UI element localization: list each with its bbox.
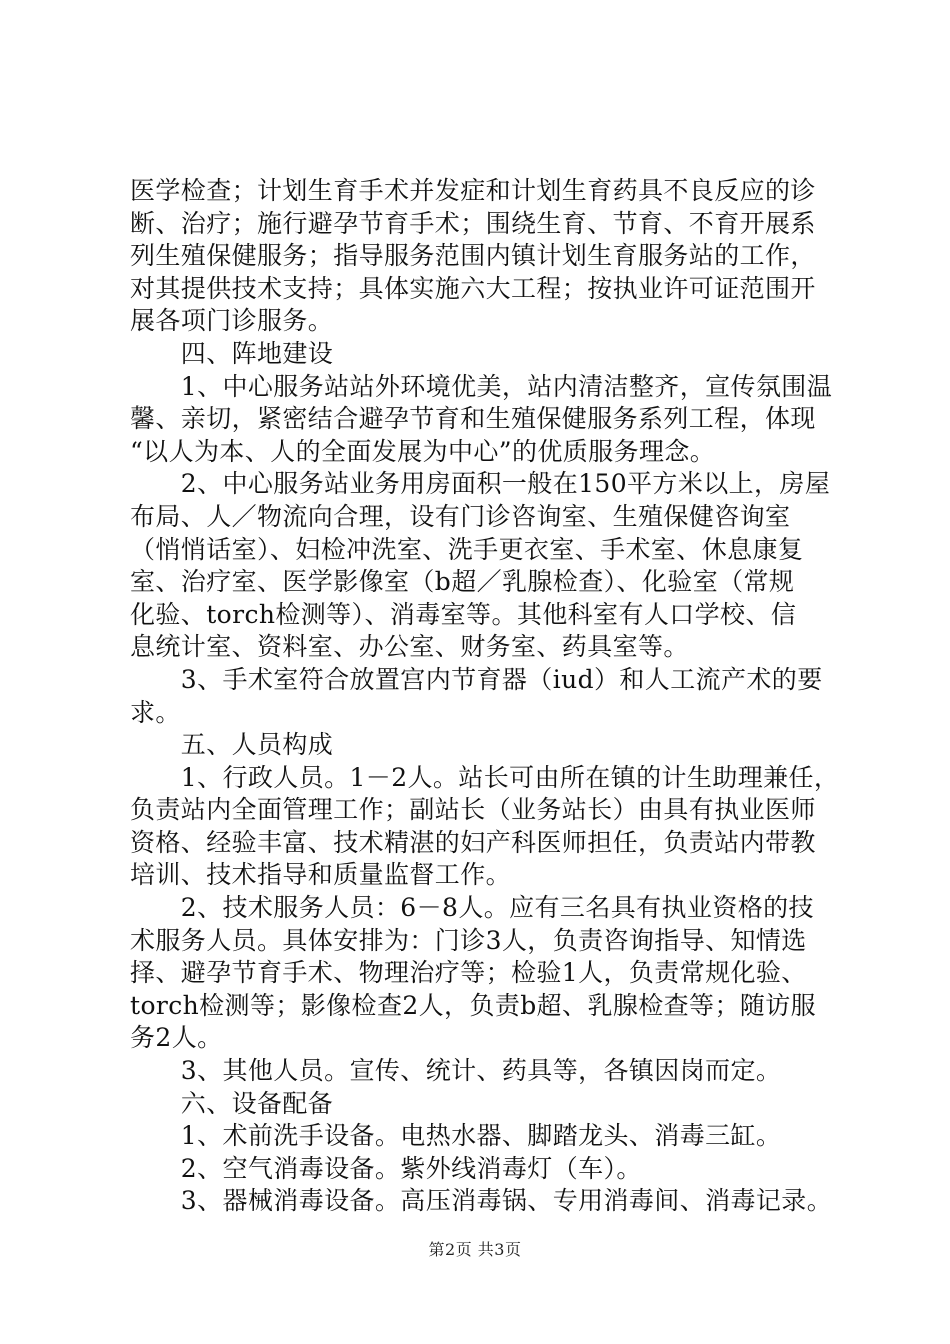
text-line: 术服务人员。具体安排为：门诊3人，负责咨询指导、知情选 xyxy=(130,925,807,955)
text-line: 1、术前洗手设备。电热水器、脚踏龙头、消毒三缸。 xyxy=(130,1121,782,1151)
text-line: 医学检查；计划生育手术并发症和计划生育药具不良反应的诊 xyxy=(130,176,816,205)
text-line: 五、人员构成 xyxy=(130,730,334,760)
text-line: 择、避孕节育手术、物理治疗等；检验1人，负责常规化验、 xyxy=(130,958,807,988)
text-line: 展各项门诊服务。 xyxy=(130,306,334,336)
text-line: 负责站内全面管理工作；副站长（业务站长）由具有执业医师 xyxy=(130,795,816,825)
text-line: 1、中心服务站站外环境优美，站内清洁整齐，宣传氛围温 xyxy=(130,371,833,401)
text-line: torch检测等；影像检查2人，负责b超、乳腺检查等；随访服 xyxy=(130,990,817,1020)
text-line: 培训、技术指导和质量监督工作。 xyxy=(130,860,512,890)
text-line: 3、手术室符合放置宫内节育器（iud）和人工流产术的要 xyxy=(130,664,823,694)
text-line: 对其提供技术支持；具体实施六大工程；按执业许可证范围开 xyxy=(130,273,816,303)
text-line: 化验、torch检测等）、消毒室等。其他科室有人口学校、信 xyxy=(130,599,797,629)
text-line: 息统计室、资料室、办公室、财务室、药具室等。 xyxy=(130,632,689,662)
text-line: 务2人。 xyxy=(130,1023,223,1053)
text-line: 2、中心服务站业务用房面积一般在150平方米以上，房屋 xyxy=(130,469,831,499)
text-line: 六、设备配备 xyxy=(130,1088,334,1118)
text-line: 断、治疗；施行避孕节育手术；围绕生育、节育、不育开展系 xyxy=(130,208,816,238)
text-line: 1、行政人员。1－2人。站长可由所在镇的计生助理兼任， xyxy=(130,762,840,792)
text-line: （悄悄话室）、妇检冲洗室、洗手更衣室、手术室、休息康复 xyxy=(130,534,804,564)
text-line: 布局、人／物流向合理，设有门诊咨询室、生殖保健咨询室 xyxy=(130,501,791,531)
text-line: 3、其他人员。宣传、统计、药具等，各镇因岗而定。 xyxy=(130,1056,782,1086)
text-line: 2、技术服务人员：6－8人。应有三名具有执业资格的技 xyxy=(130,893,814,923)
text-line: 2、空气消毒设备。紫外线消毒灯（车）。 xyxy=(130,1153,642,1183)
text-line: 馨、亲切，紧密结合避孕节育和生殖保健服务系列工程，体现 xyxy=(130,404,816,434)
document-body xyxy=(130,175,840,1218)
text-line: 资格、经验丰富、技术精湛的妇产科医师担任，负责站内带教 xyxy=(130,827,816,857)
text-line: 3、器械消毒设备。高压消毒锅、专用消毒间、消毒记录。 xyxy=(130,1186,833,1216)
text-line: “以人为本、人的全面发展为中心”的优质服务理念。 xyxy=(130,436,716,466)
text-line: 四、阵地建设 xyxy=(130,338,334,368)
text-line: 室、治疗室、医学影像室（b超／乳腺检查）、化验室（常规 xyxy=(130,567,795,597)
page-footer: 第2页 共3页 xyxy=(428,1240,522,1259)
text-line: 求。 xyxy=(130,697,181,727)
text-line: 列生殖保健服务；指导服务范围内镇计划生育服务站的工作， xyxy=(130,241,816,271)
